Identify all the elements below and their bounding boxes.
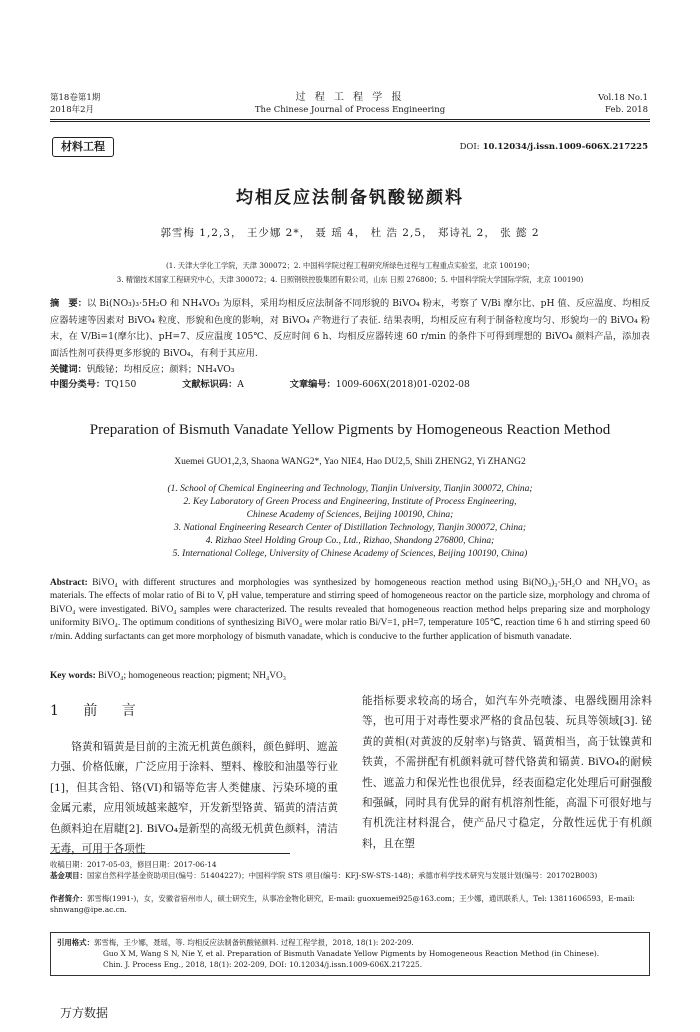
footnote-dates: 收稿日期：2017-05-03，修回日期：2017-06-14	[50, 860, 217, 869]
affiliation-en-2: 2. Key Laboratory of Green Process and Engineering, Institute of Process Engineering,	[183, 497, 517, 507]
citation-label: 引用格式：	[57, 938, 94, 947]
fund-text: 国家自然科学基金资助项目(编号：51404227)；中国科学院 STS 项目(编号：KFJ-SW-STS-148)；承德市科学技术研究与发展计划(编号：201702B003)	[86, 871, 598, 880]
affiliation-en-3: Chinese Academy of Sciences, Beijing 100190, China;	[246, 510, 454, 520]
keywords-en: BiVO₄; homogeneous reaction; pigment; NH₄VO₃	[98, 671, 286, 681]
doi-value: 10.12034/j.issn.1009-606X.217225	[482, 142, 648, 152]
affiliation-cn-1: (1. 天津大学化工学院，天津 300072；2. 中国科学院过程工程研究所绿色过程与工程重点实验室，北京 100190；	[165, 261, 535, 270]
footnote-rule	[50, 853, 290, 854]
authors-en: Xuemei GUO1,2,3, Shaona WANG2*, Yao NIE4, Hao DU2,5, Shili ZHENG2, Yi ZHANG2	[174, 457, 526, 467]
footer-watermark: 万方数据	[60, 1006, 109, 1020]
keywords-cn: 钒酸铋；均相反应；颜料；NH₄VO₃	[86, 364, 235, 375]
journal-name-cn: 过 程 工 程 学 报	[295, 92, 405, 103]
header-rule	[50, 119, 650, 120]
date-en: Feb. 2018	[605, 105, 648, 115]
author-label: 作者简介：	[50, 894, 87, 903]
affiliations-en	[0, 483, 700, 561]
affiliation-en-6: 5. International College, University of Chinese Academy of Sciences, Beijing 100190, China)	[172, 549, 528, 559]
footnote-fund	[50, 870, 650, 881]
abstract-cn	[50, 296, 650, 379]
classification-row	[50, 376, 470, 390]
citation-en-1: Guo X M, Wang S N, Nie Y, et al. Preparation of Bismuth Vanadate Yellow Pigments by Homogeneous Reaction Method (in Chinese).	[103, 949, 600, 958]
doi	[460, 142, 648, 152]
citation-cn-text: 郭雪梅，王少娜，聂瑶，等. 均相反应法制备钒酸铋颜料. 过程工程学报，2018, 18(1): 202-209.	[93, 938, 414, 947]
citation-box	[50, 932, 650, 976]
footnote-author	[50, 893, 650, 915]
keywords-cn-label: 关键词：	[50, 364, 87, 375]
keywords-en-label: Key words:	[50, 671, 96, 681]
issue-cn: 第18卷第1期	[50, 93, 101, 103]
abstract-en-text: BiVO₄ with different structures and morphologies was synthesized by homogeneous reaction method using Bi(NO₃)₃·5H₂O and NH₄VO₃ as materials. The effects of molar ratio of Bi to V, pH value, temperature and stirring speed of homogeneous reactor on the particle size, morphology and chroma of BiVO₄ were investigated. BiVO₄ samples were characterized. The results revealed that homogeneous reaction method helps preparing size and morphology uniformity BiVO₄. The optimum conditions of synthesizing BiVO₄ were molar ratio Bi/V=1, pH=7, temperature 105℃, reaction time 6 h and stirring speed 60 r/min. Adding surfactants can get more morphology of bismuth vanadate, which is conducive to the further application of bismuth vanadate.	[50, 578, 650, 642]
abstract-cn-label: 摘 要：	[50, 298, 88, 309]
affiliation-cn-2: 3. 精馏技术国家工程研究中心，天津 300072；4. 日照钢铁控股集团有限公司，山东 日照 276800；5. 中国科学院大学国际学院，北京 100190)	[116, 275, 584, 284]
clc: TQ150	[105, 379, 137, 390]
title-cn: 均相反应法制备钒酸铋颜料	[236, 188, 464, 208]
affiliation-en-4: 3. National Engineering Research Center of Distillation Technology, Tianjin 300072, China;	[173, 523, 527, 533]
author-text: 郭雪梅(1991-)，女，安徽省宿州市人，硕士研究生，从事冶金物化研究，E-mail: guoxuemei925@163.com；王少娜，通讯联系人，Tel: 13811606593，E-mail: shnwang@ipe.ac.cn.	[50, 894, 635, 914]
abstract-cn-text: 以 Bi(NO₃)₃·5H₂O 和 NH₄VO₃ 为原料，采用均相反应法制备不同形貌的 BiVO₄ 粉末，考察了 V/Bi 摩尔比、pH 值、反应温度、均相反应器转速等因素对 BiVO₄ 粒度、形貌和色度的影响，对 BiVO₄ 产物进行了表征. 结果表明，均相反应有利于制备粒度均匀、形貌均一的 BiVO₄ 粉末，在 V/Bi=1(摩尔比)、pH=7、反应温度 105℃、反应时间 6 h、均相反应器转速 60 r/min 的条件下可得到理想的 BiVO₄ 颜料产品，添加表面活性剂可获得更多形貌的 BiVO₄，有利于其应用.	[50, 298, 651, 359]
authors-cn: 郭雪梅 1,2,3， 王少娜 2*， 聂 瑶 4， 杜 浩 2,5， 郑诗礼 2， 张 懿 2	[160, 227, 540, 239]
section-heading: 1 前 言	[50, 703, 146, 719]
doc-code-label: 文献标识码：	[182, 379, 238, 390]
body-column-right: 能指标要求较高的场合，如汽车外壳喷漆、电器线圈用涂料等，也可用于对毒性要求严格的食品包装、玩具等领域[3]. 铋黄的黄相(对黄波的反射率)与铬黄、镉黄相当，高于钛镍黄和铁黄，不需拼配有机颜料就可替代铬黄和镉黄. BiVO₄的耐候性、遮盖力和保光性也很优异，经表面稳定化处理后可耐强酸和强碱，同时具有优异的耐有机溶剂性能，高温下可很好地与有机洗注材料混合，使产品尺寸稳定，分散性远优于有机颜料，且在塑	[362, 695, 652, 850]
clc-label: 中图分类号：	[50, 379, 106, 390]
body-column-left: 铬黄和镉黄是目前的主流无机黄色颜料，颜色鲜明、遮盖力强、价格低廉，广泛应用于涂料、塑料、橡胶和油墨等行业[1]，但其含铅、铬(VI)和镉等危害人类健康、污染环境的重金属元素，应用领域越来越窄，开发新型铬黄、镉黄的清洁黄色颜料迫在眉睫[2]. BiVO₄是新型的高级无机黄色颜料，清洁无毒，可用于各项性	[50, 741, 338, 856]
date-cn: 2018年2月	[50, 105, 95, 115]
section-badge: 材料工程	[52, 137, 114, 157]
abstract-en-label: Abstract:	[50, 578, 88, 588]
fund-label: 基金项目：	[50, 871, 87, 880]
header-center	[0, 92, 700, 116]
title-en: Preparation of Bismuth Vanadate Yellow Pigments by Homogeneous Reaction Method	[89, 422, 611, 438]
citation-en-2: Chin. J. Process Eng., 2018, 18(1): 202-209, DOI: 10.12034/j.issn.1009-606X.217225.	[103, 960, 423, 969]
doc-code: A	[237, 379, 244, 390]
affiliation-en-1: (1. School of Chemical Engineering and Technology, Tianjin University, Tianjin 300072, China;	[167, 484, 533, 494]
header-rule-thin	[50, 121, 650, 122]
journal-name-en: The Chinese Journal of Process Engineering	[254, 105, 446, 115]
affiliation-en-5: 4. Rizhao Steel Holding Group Co., Ltd., Rizhao, Shandong 276800, China;	[205, 536, 495, 546]
header-right	[598, 92, 648, 116]
doi-label: DOI:	[459, 142, 480, 152]
keywords-en-row	[50, 671, 286, 681]
article-no: 1009-606X(2018)01-0202-08	[335, 379, 470, 390]
citation-cn	[57, 937, 643, 948]
article-no-label: 文章编号：	[289, 379, 336, 390]
abstract-en	[50, 577, 650, 644]
volume-en: Vol.18 No.1	[598, 93, 648, 103]
